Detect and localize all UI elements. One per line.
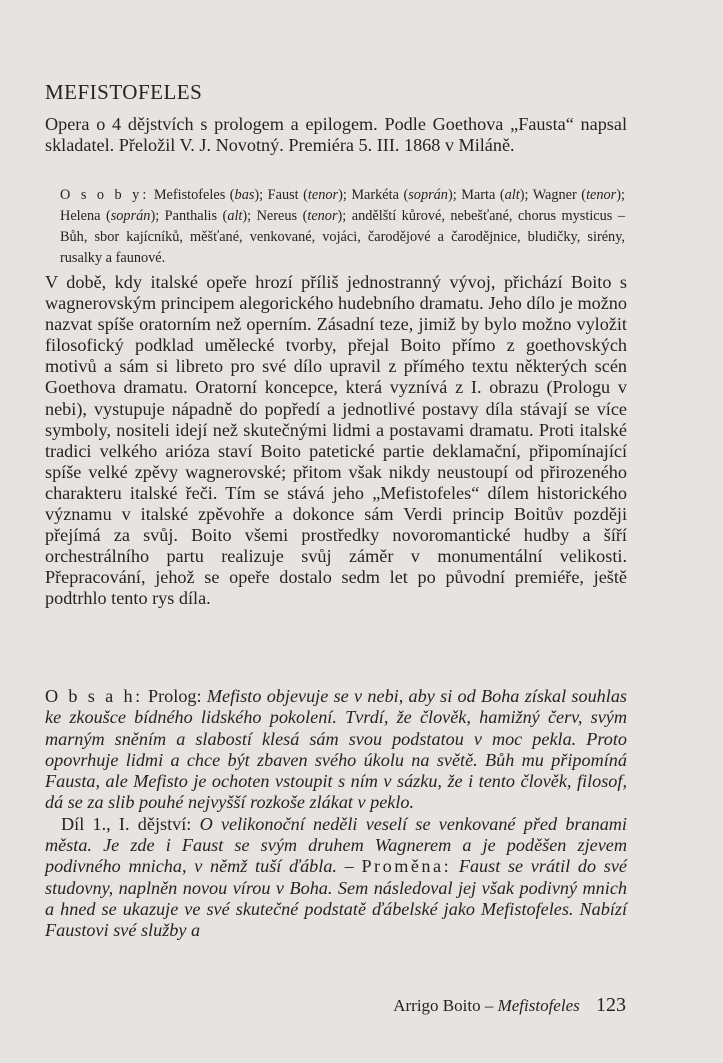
promena-label: Proměna:: [361, 856, 452, 877]
opera-intro: Opera o 4 dějstvích s prologem a epilogem. Podle Goethova „Fausta“ napsal skladatel. Přeložil V. J. Novotný. Premiéra 5. III. 1868 v Miláně.: [45, 114, 627, 155]
prolog-text: Mefisto objevuje se v nebi, aby si od Boha získal souhlas ke zkoušce bídného lidského pokolení. Tvrdí, že člověk, hamižný červ, svým marným sněním a slabostí klesá sám svou podstatou v moc pekla. Proto opovrhuje lidmi a chce být zbaven svého úkolu na světě. Bůh mu připomíná Fausta, ale Mefisto je ochoten vstoupit s ním v sázku, že i tento člověk, filosof, dá se za slib pouhé nejvyšší rozkoše zlákat v peklo.: [45, 686, 628, 813]
footer-author: Arrigo Boito –: [393, 996, 494, 1015]
commentary-paragraph: V době, kdy italské opeře hrozí příliš jednostranný vývoj, přichází Boito s wagnerovským principem alegorického hudebního dramatu. Jeho dílo je možno nazvat spíše oratorním než operním. Zásadní teze, jimiž by bylo možno vyložit filosofický podklad umělecké tvorby, přejal Boito přímo z goethovských motivů a sám si libreto pro své dílo upravil z přímého textu některých scén Goethova dramatu. Oratorní koncepce, která vyznívá z I. obrazu (Prologu v nebi), vystupuje nápadně do popředí a jednotlivé postavy díla stávají se více symboly, nositeli idejí než skutečnými lidmi a postavami dramatu. Proti italské tradici velkého ariózа staví Boito patetické partie deklamační, připomínající spíše velké zpěvy wagnerovské; přitom však nikdy neustoupí od přirozeného charakteru italské řeči. Tím se stává jeho „Mefistofeles“ dílem historického významu v italské zpěvohře a dokonce sám Verdi princip Boitův později přejímá za svůj. Boito všemi prostředky novoromantické hudby a šíří orchestrálního partu realizuje svůj záměr v monumentální velikosti. Přepracování, jehož se opeře dostalo sedm let po původní premiéře, ještě podtrhlo tento rys díla.: [45, 272, 627, 609]
promena-text: Faust se vrátil do své studovny, naplněn novou vírou v Boha. Sem následoval jej však podivný mnich a hned se ukazuje ve své skutečné podstatě ďábelské jako Mefistofeles. Nabízí Faustovi své služby a: [45, 856, 627, 941]
footer-work: Mefistofeles: [497, 996, 580, 1015]
synopsis-label: O b s a h:: [45, 686, 143, 706]
synopsis-prolog: [45, 686, 627, 814]
opera-title: MEFISTOFELES: [45, 80, 203, 104]
cast-label: O s o b y:: [60, 187, 150, 203]
act1-text: O velikonoční neděli veselí se venkované před branami města. Je zde i Faust se svým druhem Wagnerem a je poděšen zjevem podivného mnicha, v němž tuší ďábla. –: [45, 813, 627, 877]
act1-label: Díl 1., I. dějství:: [61, 813, 192, 834]
page-number: 123: [596, 994, 626, 1016]
cast-others: andělští kůrové, nebešťané, chorus mysticus – Bůh, sbor kajícníků, měšťané, venkované, vojáci, čarodějové a čarodějnice, bludičky, sirény, rusalky a faunové.: [60, 208, 625, 266]
prolog-label: Prolog:: [148, 686, 202, 706]
synopsis-act1: [45, 814, 627, 942]
synopsis: [45, 686, 627, 942]
running-footer: [393, 994, 626, 1017]
cast-list: O s o b y: Mefistofeles (bas); Faust (tenor); Markéta (soprán); Marta (alt); Wagner (tenor); Helena (soprán); Panthalis (alt); Nereus (tenor); andělští kůrové, nebešťané, chorus mysticus – Bůh, sbor kajícníků, měšťané, venkované, vojáci, čarodějové a čarodějnice, bludičky, sirény, rusalky a faunové.: [60, 187, 625, 266]
